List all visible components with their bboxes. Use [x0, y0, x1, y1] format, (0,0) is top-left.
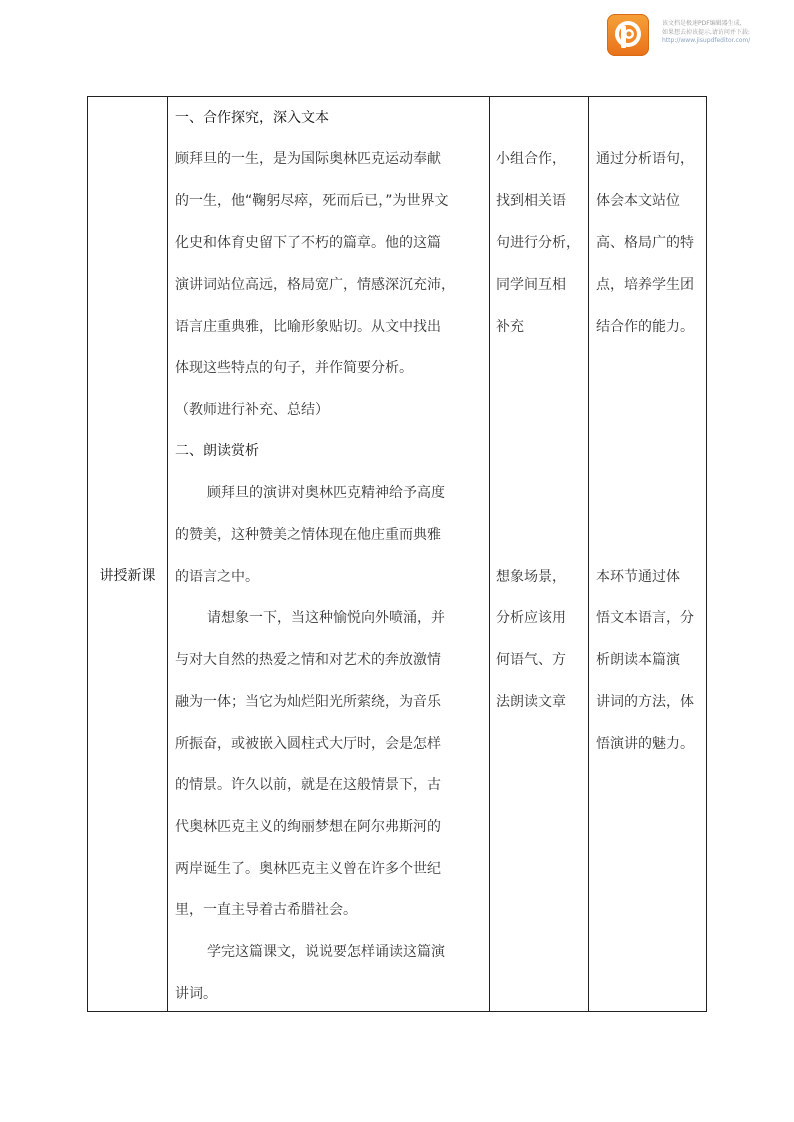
content-line: 化史和体育史留下了不朽的篇章。他的这篇	[175, 235, 441, 251]
content-line: 的赞美，这种赞美之情体现在他庄重而典雅	[175, 527, 441, 543]
intent-line: 悟演讲的魅力。	[596, 736, 694, 752]
content-line: 融为一体；当它为灿烂阳光所萦绕，为音乐	[175, 694, 441, 710]
content-line: 所振奋，或被嵌入圆柱式大厅时，会是怎样	[175, 736, 441, 752]
content-line: 的语言之中。	[175, 569, 259, 585]
content-line: 两岸诞生了。奥林匹克主义曾在许多个世纪	[175, 861, 441, 877]
content-line: 与对大自然的热爱之情和对艺术的奔放激情	[175, 652, 441, 668]
content-line: 的情景。许久以前，就是在这般情景下，古	[175, 777, 441, 793]
activity-line: 同学间互相	[496, 277, 566, 293]
content-line: 的一生，他“鞠躬尽瘁，死而后已，”为世界文	[175, 193, 449, 209]
watermark-url: http://www.jisupdfeditor.com/	[662, 37, 751, 44]
content-line: 顾拜旦的一生，是为国际奥林匹克运动奉献	[175, 151, 441, 167]
activity-line: 补充	[496, 319, 524, 335]
activity-line: 分析应该用	[496, 610, 566, 626]
row-label-cell	[88, 97, 167, 1011]
content-line: 学完这篇课文，说说要怎样诵读这篇演	[207, 944, 445, 960]
intent-line: 高、格局广的特	[596, 235, 694, 251]
activity-line: 想象场景，	[496, 569, 566, 585]
activity-line: 何语气、方	[496, 652, 566, 668]
lesson-table	[87, 96, 707, 1012]
intent-line: 通过分析语句，	[596, 151, 694, 167]
content-line: 里，一直主导着古希腊社会。	[175, 902, 357, 918]
activity-line: 句进行分析，	[496, 235, 580, 251]
row-label: 讲授新课	[99, 568, 156, 584]
column-divider	[167, 97, 168, 1011]
watermark-text	[662, 20, 792, 46]
content-line: （教师进行补充、总结）	[175, 402, 329, 418]
watermark	[607, 14, 787, 58]
content-line: 演讲词站位高远，格局宽广，情感深沉充沛，	[175, 277, 455, 293]
column-divider	[588, 97, 589, 1011]
content-line: 语言庄重典雅，比喻形象贴切。从文中找出	[175, 319, 441, 335]
content-line: 请想象一下，当这种愉悦向外喷涌，并	[207, 610, 445, 626]
pdf-editor-logo-icon	[607, 14, 649, 56]
intent-line: 讲词的方法，体	[596, 694, 694, 710]
activity-line: 小组合作，	[496, 151, 566, 167]
intent-line: 本环节通过体	[596, 569, 680, 585]
activity-line: 找到相关语	[496, 193, 566, 209]
intent-line: 悟文本语言，分	[596, 610, 694, 626]
intent-line: 析朗读本篇演	[596, 652, 680, 668]
content-line: 体现这些特点的句子，并作简要分析。	[175, 360, 413, 376]
content-line: 讲词。	[175, 986, 217, 1002]
intent-line: 体会本文站位	[596, 193, 680, 209]
section-heading: 二、朗读赏析	[175, 443, 259, 459]
section-heading: 一、合作探究，深入文本	[175, 110, 329, 126]
watermark-line-2: 如果想去掉该提示,请访问并下载:	[662, 28, 750, 36]
content-line: 代奥林匹克主义的绚丽梦想在阿尔弗斯河的	[175, 819, 441, 835]
column-divider	[489, 97, 490, 1011]
watermark-line-1: 该文档是极速PDF编辑器生成,	[662, 20, 742, 27]
activity-line: 法朗读文章	[496, 694, 566, 710]
intent-line: 点，培养学生团	[596, 277, 694, 293]
intent-line: 结合作的能力。	[596, 319, 694, 335]
content-line: 顾拜旦的演讲对奥林匹克精神给予高度	[207, 485, 445, 501]
